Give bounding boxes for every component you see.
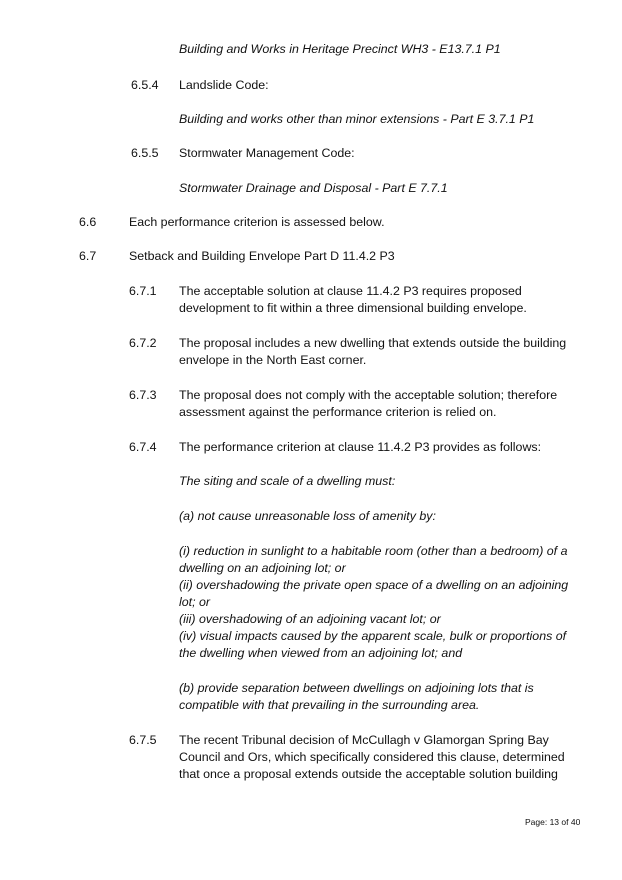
heritage-criterion: Building and Works in Heritage Precinct WH3 - E13.7.1 P1 [179, 42, 501, 56]
quote-item-i-line-1: (i) reduction in sunlight to a habitable room (other than a bedroom) of a [179, 544, 568, 558]
quote-item-b-line-1: (b) provide separation between dwellings on adjoining lots that is [179, 681, 534, 695]
quote-item-ii-line-2: lot; or [179, 595, 210, 609]
quote-item-i-line-2: dwelling on an adjoining lot; or [179, 561, 346, 575]
clause-number-6-7: 6.7 [79, 249, 97, 263]
clause-text-6-7-3-line-2: assessment against the performance criterion is relied on. [179, 405, 497, 419]
quote-item-ii-line-1: (ii) overshadowing the private open space of a dwelling on an adjoining [179, 578, 569, 592]
clause-title-6-5-4: Landslide Code: [179, 78, 269, 92]
page-number: Page: 13 of 40 [525, 817, 581, 827]
clause-text-6-7-2-line-2: envelope in the North East corner. [179, 353, 367, 367]
clause-text-6-7-4: The performance criterion at clause 11.4.2 P3 provides as follows: [179, 440, 542, 454]
clause-number-6-6: 6.6 [79, 215, 97, 229]
clause-number-6-7-4: 6.7.4 [129, 440, 157, 454]
clause-number-6-5-4: 6.5.4 [131, 78, 159, 92]
quote-item-a: (a) not cause unreasonable loss of amenity by: [179, 509, 436, 523]
quote-item-iv-line-1: (iv) visual impacts caused by the apparent scale, bulk or proportions of [179, 629, 567, 643]
stormwater-criterion: Stormwater Drainage and Disposal - Part E 7.7.1 [179, 181, 448, 195]
clause-text-6-7-1-line-2: development to fit within a three dimensional building envelope. [179, 301, 527, 315]
clause-number-6-7-5: 6.7.5 [129, 733, 157, 747]
quote-item-b-line-2: compatible with that prevailing in the surrounding area. [179, 698, 480, 712]
clause-title-6-5-5: Stormwater Management Code: [179, 146, 355, 160]
clause-text-6-6: Each performance criterion is assessed below. [129, 215, 385, 229]
clause-number-6-5-5: 6.5.5 [131, 146, 159, 160]
clause-text-6-7-2-line-1: The proposal includes a new dwelling that extends outside the building [179, 336, 567, 350]
clause-text-6-7-3-line-1: The proposal does not comply with the acceptable solution; therefore [179, 388, 558, 402]
clause-text-6-7-5-line-2: Council and Ors, which specifically considered this clause, determined [179, 750, 565, 764]
quote-item-iii: (iii) overshadowing of an adjoining vacant lot; or [179, 612, 441, 626]
clause-text-6-7-5-line-3: that once a proposal extends outside the acceptable solution building [179, 767, 558, 781]
quote-item-iv-line-2: the dwelling when viewed from an adjoining lot; and [179, 646, 463, 660]
clause-text-6-7-1-line-1: The acceptable solution at clause 11.4.2 P3 requires proposed [179, 284, 522, 298]
clause-number-6-7-3: 6.7.3 [129, 388, 157, 402]
clause-heading-6-7: Setback and Building Envelope Part D 11.4.2 P3 [129, 249, 395, 263]
clause-text-6-7-5-line-1: The recent Tribunal decision of McCullagh v Glamorgan Spring Bay [179, 733, 549, 747]
clause-number-6-7-1: 6.7.1 [129, 284, 157, 298]
landslide-criterion: Building and works other than minor extensions - Part E 3.7.1 P1 [179, 112, 535, 126]
quote-intro: The siting and scale of a dwelling must: [179, 474, 396, 488]
clause-number-6-7-2: 6.7.2 [129, 336, 157, 350]
